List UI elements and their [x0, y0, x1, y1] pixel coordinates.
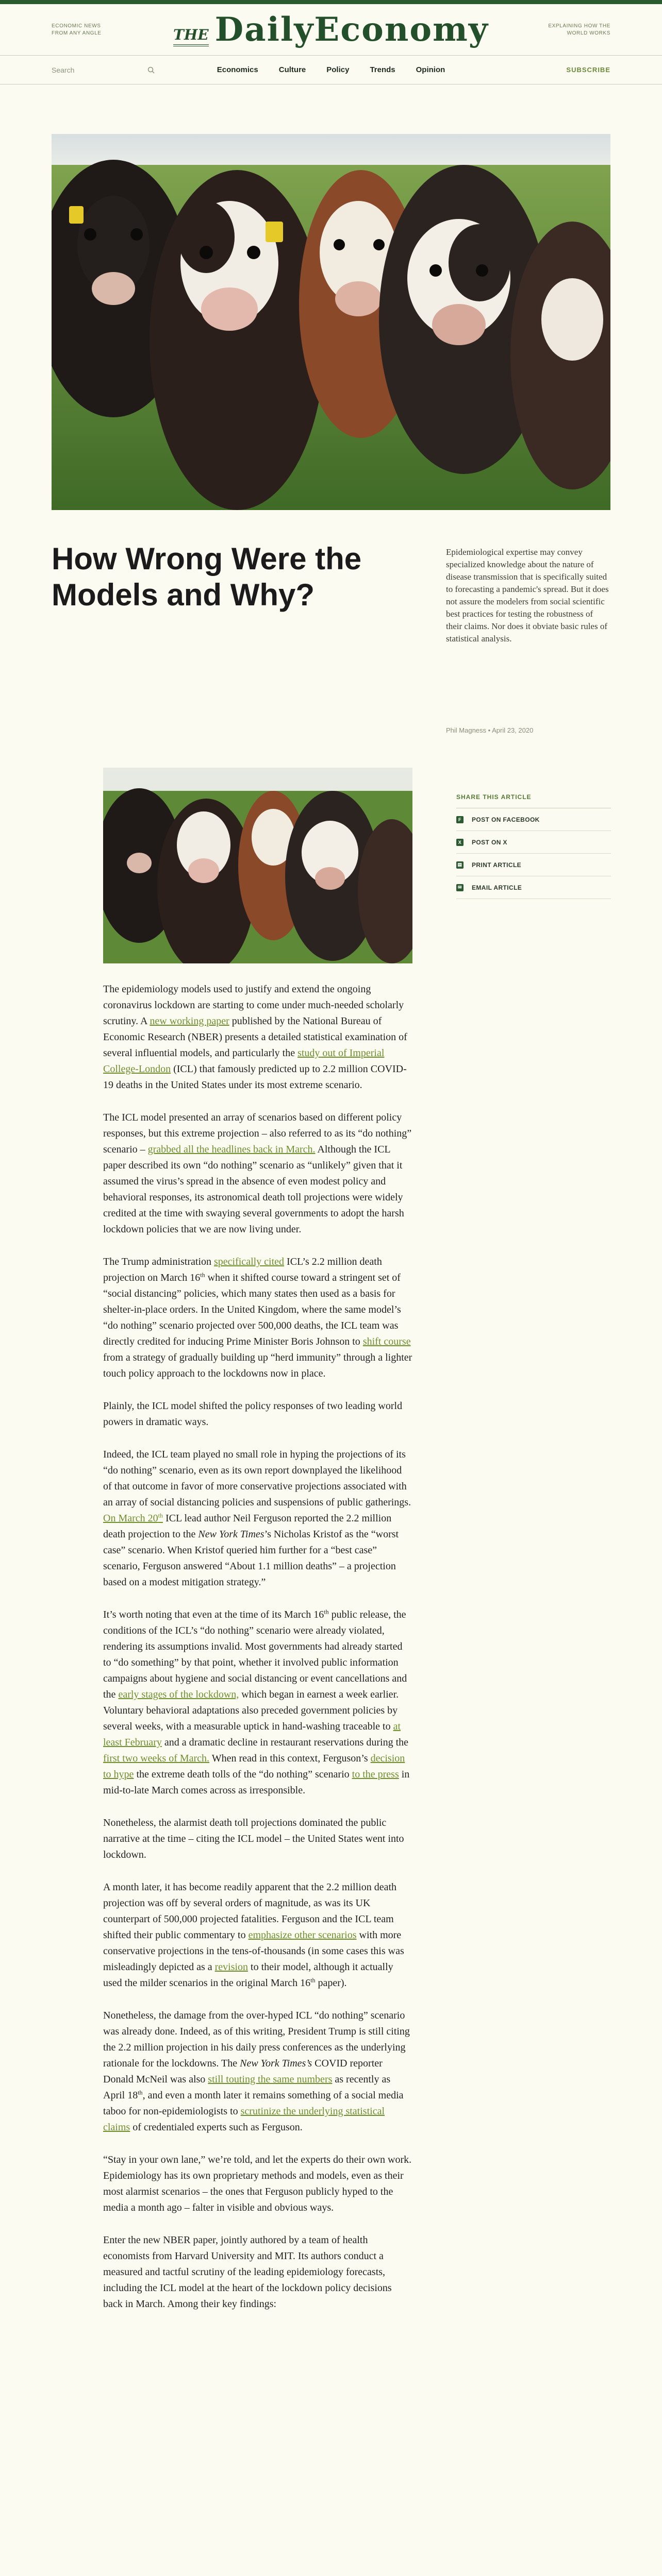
paragraph-8 [103, 1879, 412, 1991]
link-revision[interactable]: revision [214, 1961, 249, 1973]
text: with more conservative projections in the tens-of-thousands (in some cases this was misleadingly depicted as a [103, 1929, 404, 1973]
share-facebook-button[interactable] [456, 808, 611, 831]
masthead-left-tagline: ECONOMIC NEWS FROM ANY ANGLE [52, 23, 102, 36]
text: It’s worth noting that even at the time of its March 16 [103, 1609, 324, 1620]
text: in mid-to-late March comes across as irresponsible. [103, 1769, 410, 1796]
x-icon: X [456, 839, 464, 846]
search-placeholder: Search [52, 65, 75, 74]
text: which began in earnest a week earlier. Voluntary behavioral adaptations also preceded government policies by several weeks, with a measurable uptick in hand-washing traceable to [103, 1689, 399, 1732]
link-to-the-press[interactable]: to the press [352, 1769, 399, 1780]
share-title: SHARE THIS ARTICLE [456, 793, 611, 808]
text: (ICL) that famously predicted up to 2.2 million COVID-19 deaths in the United States under its most extreme scenario. [103, 1063, 407, 1091]
email-icon: ✉ [456, 884, 464, 891]
ordinal-suffix: th [200, 1271, 205, 1279]
paragraph-9 [103, 2008, 412, 2136]
link-shift-course[interactable]: shift course [362, 1336, 411, 1347]
paragraph-6 [103, 1607, 412, 1799]
link-at-least-february[interactable]: at least February [103, 1721, 401, 1748]
link-specifically-cited[interactable]: specifically cited [214, 1256, 285, 1267]
cows-photo-hero [52, 134, 610, 510]
text: ICL’s 2.2 million death projection on March 16 [103, 1256, 382, 1283]
masthead [0, 4, 662, 56]
paragraph-2 [103, 1110, 412, 1238]
link-still-touting[interactable]: still touting the same numbers [208, 2074, 333, 2085]
text: The ICL model presented an array of scenarios based on different policy responses, but this extreme projection – also referred to as its “do nothing” scenario – [103, 1112, 412, 1155]
article-body [103, 981, 412, 2329]
ordinal-suffix: th [138, 2089, 143, 2096]
link-imperial-college-study[interactable]: study out of Imperial College-London [103, 1047, 385, 1075]
publication-name: New York Times [198, 1529, 264, 1540]
cows-photo-inline [103, 768, 412, 963]
text: the extreme death tolls of the “do nothing” scenario [134, 1769, 352, 1780]
text: The Trump administration [103, 1256, 214, 1267]
text: A month later, it has become readily apparent that the 2.2 million death projection was off by several orders of magnitude, as was its UK counterpart of 500,000 projected fatalities. Ferguson and the ICL team shifted their public commentary to [103, 1882, 397, 1941]
paragraph-3 [103, 1254, 412, 1382]
top-accent-bar [0, 0, 662, 4]
masthead-right-tagline: EXPLAINING HOW THE WORLD WORKS [548, 23, 610, 36]
nav-item-policy[interactable]: Policy [326, 65, 350, 74]
paragraph-11: Enter the new NBER paper, jointly authored by a team of health economists from Harvard University and MIT. Its authors conduct a measured and tactful scrutiny of the leading epidemiology forecasts, including the ICL model at the heart of the lockdown policy decisions back in March. Among their key findings: [103, 2234, 392, 2310]
email-label: EMAIL ARTICLE [472, 884, 522, 891]
paragraph-5 [103, 1447, 412, 1590]
text: ’s Nicholas Kristof as the “worst case” scenario. When Kristof queried him further for a “best case” scenario, Ferguson answered “About 1.1 million deaths” – a projection based on a modest mitigation strategy.” [103, 1529, 399, 1588]
paragraph-7: Nonetheless, the alarmist death toll projections dominated the public narrative at the time – citing the ICL model – the United States went into lockdown. [103, 1817, 404, 1860]
search-icon[interactable] [147, 66, 155, 74]
text: COVID reporter Donald McNeil was also [103, 2058, 383, 2085]
link-on-march-20[interactable] [103, 1513, 163, 1524]
link-scrutinize-claims[interactable]: scrutinize the underlying statistical claims [103, 2106, 385, 2133]
text: Nonetheless, the damage from the over-hyped ICL “do nothing” scenario was already done. Indeed, as of this writing, President Trump is still citing the 2.2 million projection in his daily press conferences as the underlying rationale for the lockdowns. The [103, 2010, 410, 2069]
link-text: On March 20 [103, 1513, 158, 1524]
site-logo[interactable] [173, 10, 489, 49]
text: as recently as April 18 [103, 2074, 391, 2101]
logo-name: DailyEconomy [214, 10, 489, 49]
inline-image [103, 768, 412, 963]
paragraph-4: Plainly, the ICL model shifted the policy responses of two leading world powers in dramatic ways. [103, 1400, 403, 1428]
article-title: How Wrong Were the Models and Why? [52, 541, 362, 612]
share-x-label: POST ON X [472, 838, 507, 846]
text: Although the ICL paper described its own “do nothing” scenario as “unlikely” given that it assumed the virus’s spread in the absence of even modest policy and behavioral responses, its astronomical death toll projections were widely credited at the time with swaying several governments to adopt the harsh lockdown policies that we are now living under. [103, 1144, 404, 1235]
text: to their model, although it actually used the milder scenarios in the original March 16 [103, 1961, 393, 1989]
text: ICL lead author Neil Ferguson reported the 2.2 million death projection to the [103, 1513, 392, 1540]
link-decision-to-hype[interactable]: decision to hype [103, 1753, 405, 1780]
facebook-icon: F [456, 816, 464, 823]
article-byline: Phil Magness • April 23, 2020 [446, 726, 534, 734]
hero-image [52, 134, 610, 510]
text: from a strategy of gradually building up “herd immunity” through a lighter touch policy approach to the lockdowns now in place. [103, 1352, 412, 1379]
paragraph-10: “Stay in your own lane,” we’re told, and let the experts do their own work. Epidemiology has its own proprietary methods and models, even as their most alarmist scenarios – the ones that Ferguson publicly hyped to the media a month ago – falter in visible and obvious ways. [103, 2154, 412, 2213]
text: The epidemiology models used to justify and extend the ongoing coronavirus lockdown are starting to come under much-needed scholarly scrutiny. A [103, 984, 404, 1027]
paragraph-1 [103, 981, 412, 1093]
logo-the: THE [173, 26, 209, 46]
ordinal-suffix: th [158, 1512, 163, 1519]
text: and a dramatic decline in restaurant reservations during the [161, 1737, 409, 1748]
text: , and even a month later it remains something of a social media taboo for non-epidemiologists to [103, 2090, 404, 2117]
nav-links [155, 65, 507, 74]
link-new-working-paper[interactable]: new working paper [150, 1015, 229, 1027]
nav-item-economics[interactable]: Economics [217, 65, 258, 74]
print-label: PRINT ARTICLE [472, 861, 522, 869]
text: published by the National Bureau of Economic Research (NBER) presents a detailed statistical examination of several influential models, and particularly the [103, 1015, 407, 1059]
ordinal-suffix: th [310, 1976, 316, 1984]
text: when it shifted course toward a stringent set of “social distancing” policies, which many states then used as a basis for shelter-in-place orders. In the United Kingdom, where the same model’s “do nothing” scenario projected over 500,000 deaths, the ICL team was directly credited for inducing Prime Minister Boris Johnson to [103, 1272, 401, 1347]
link-early-lockdown[interactable]: early stages of the lockdown, [118, 1689, 239, 1700]
print-button[interactable] [456, 854, 611, 876]
link-first-two-weeks[interactable]: first two weeks of March. [103, 1753, 210, 1764]
article-dek: Epidemiological expertise may convey specialized knowledge about the nature of disease transmission that is specifically suited to forecasting a pandemic's spread. But it does not assure the modelers from social scientific best practices for testing the robustness of their claims. Nor does it obviate basic rules of statistical analysis. [446, 547, 609, 643]
share-x-button[interactable] [456, 831, 611, 854]
text: paper). [315, 1977, 347, 1989]
text: Indeed, the ICL team played no small role in hyping the projections of its “do nothing” scenario, even as its own report downplayed the likelihood of that outcome in favor of more conservative projections associated with an array of social distancing policies and suspensions of public gatherings. [103, 1449, 411, 1508]
link-grabbed-headlines[interactable]: grabbed all the headlines back in March. [147, 1144, 316, 1155]
nav-item-trends[interactable]: Trends [370, 65, 395, 74]
ordinal-suffix: th [324, 1608, 329, 1616]
subscribe-link[interactable]: SUBSCRIBE [566, 66, 610, 74]
text: of credentialed experts such as Ferguson. [130, 2122, 303, 2133]
print-icon: ▤ [456, 861, 464, 869]
email-button[interactable] [456, 876, 611, 899]
share-panel [456, 793, 611, 899]
publication-name: New York Times’s [240, 2058, 312, 2069]
main-nav [0, 56, 662, 84]
search-input[interactable] [52, 66, 155, 74]
share-facebook-label: POST ON FACEBOOK [472, 816, 540, 823]
nav-item-culture[interactable]: Culture [278, 65, 306, 74]
text: When read in this context, Ferguson’s [209, 1753, 371, 1764]
link-emphasize-other-scenarios[interactable]: emphasize other scenarios [248, 1929, 357, 1941]
nav-item-opinion[interactable]: Opinion [416, 65, 445, 74]
text: public release, the conditions of the ICL’s “do nothing” scenario were already violated, rendering its assumptions invalid. Most governments had already started to “do something” by that point, whether it involved public information campaigns about hygiene and social distancing or event cancellations and the [103, 1609, 407, 1700]
